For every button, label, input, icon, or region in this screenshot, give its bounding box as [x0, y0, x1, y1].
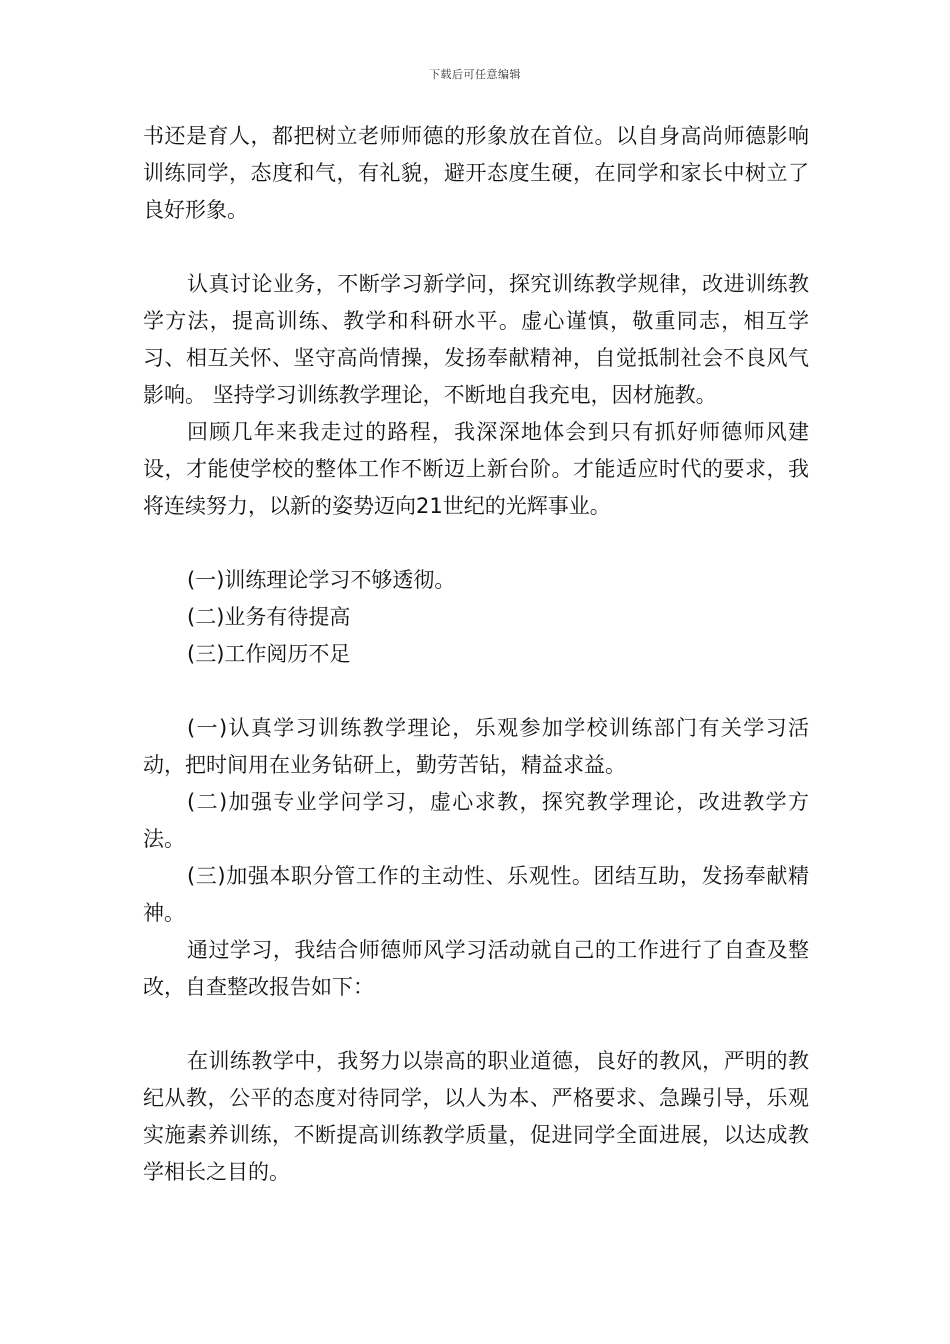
paragraph-3: 回顾几年来我走过的路程，我深深地体会到只有抓好师德师风建设，才能使学校的整体工作不断迈上新台阶。才能适应时代的要求，我将连续努力，以新的姿势迈向21世纪的光辉事业。	[143, 420, 809, 518]
measure-item-3: (三)加强本职分管工作的主动性、乐观性。团结互助，发扬奉献精神。	[143, 864, 809, 925]
problem-item-1: (一)训练理论学习不够透彻。	[187, 568, 456, 592]
paragraph-1: 书还是育人，都把树立老师师德的形象放在首位。以自身高尚师德影响训练同学，态度和气，有礼貌，避开态度生硬，在同学和家长中树立了良好形象。	[143, 124, 809, 222]
problem-item-2: (二)业务有待提高	[187, 605, 351, 629]
paragraph-report-intro: 通过学习，我结合师德师风学习活动就自己的工作进行了自查及整改，自查整改报告如下：	[143, 938, 809, 999]
paragraph-teaching: 在训练教学中，我努力以崇高的职业道德，良好的教风，严明的教纪从教，公平的态度对待同学，以人为本、严格要求、急躁引导，乐观实施素养训练，不断提高训练教学质量，促进同学全面进展，以达成教学相长之目的。	[143, 1049, 809, 1184]
measure-item-2: (二)加强专业学问学习，虚心求教，探究教学理论，改进教学方法。	[143, 790, 809, 851]
measure-item-1: (一)认真学习训练教学理论，乐观参加学校训练部门有关学习活动，把时间用在业务钻研上，勤劳苦钻，精益求益。	[143, 716, 809, 777]
page-header: 下载后可任意编辑	[429, 68, 521, 81]
document-body	[143, 118, 809, 1191]
problem-item-3: (三)工作阅历不足	[187, 642, 351, 666]
paragraph-2: 认真讨论业务，不断学习新学问，探究训练教学规律，改进训练教学方法，提高训练、教学和科研水平。虚心谨慎，敬重同志，相互学习、相互关怀、坚守高尚情操，发扬奉献精神，自觉抵制社会不良风气影响。 坚持学习训练教学理论，不断地自我充电，因材施教。	[143, 272, 809, 407]
